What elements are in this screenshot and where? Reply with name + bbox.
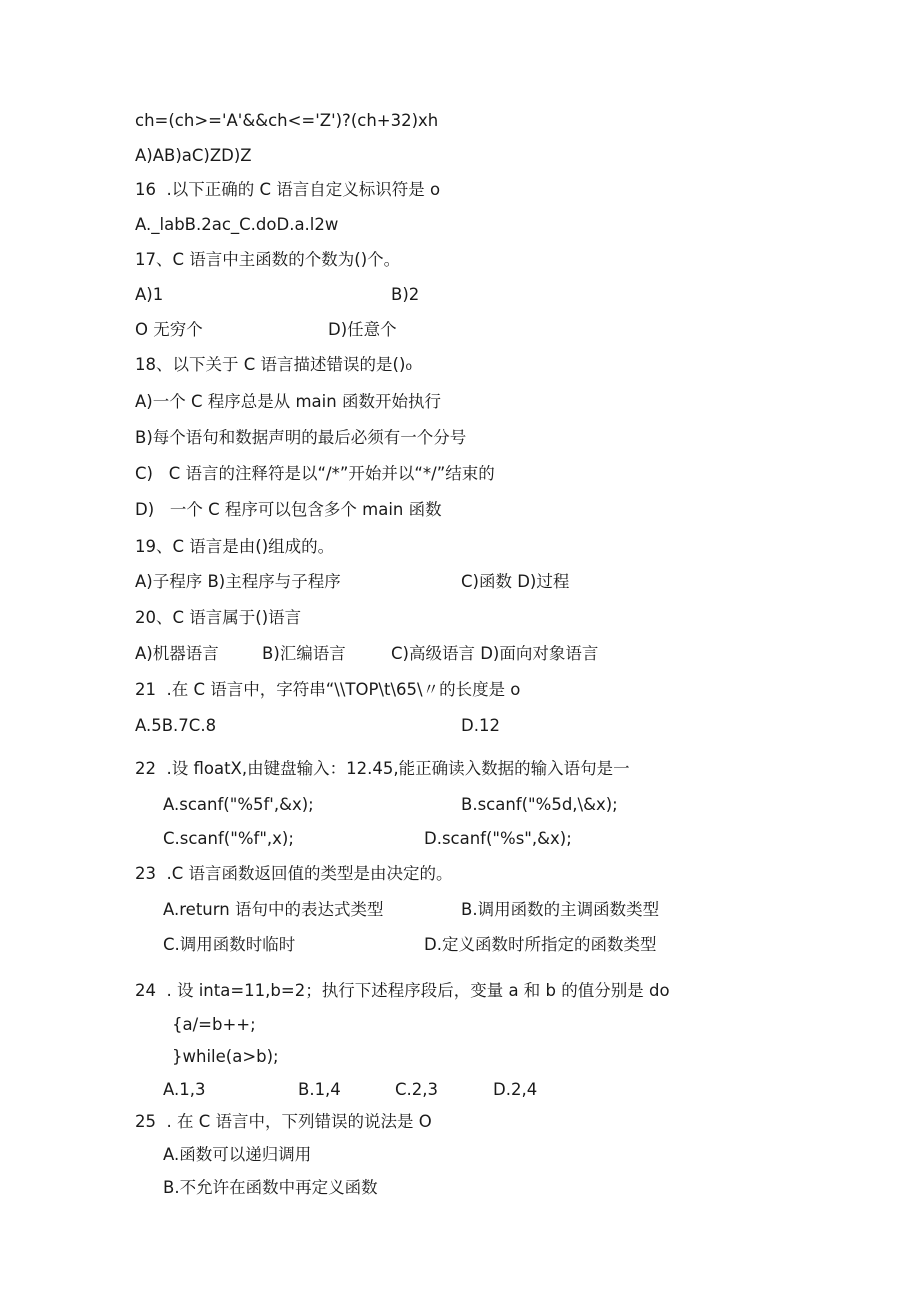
- option-b: B)汇编语言: [262, 644, 346, 663]
- option-d: D.2,4: [493, 1080, 538, 1099]
- text-line: A._labB.2ac_C.doD.a.l2w: [135, 215, 339, 234]
- option-c: C) C 语言的注释符是以“/*”开始并以“*/”结束的: [135, 464, 495, 483]
- question-22: 22 .设 floatX,由键盘输入：12.45,能正确读入数据的输入语句是一: [135, 759, 630, 778]
- question-23: 23 .C 语言函数返回值的类型是由决定的。: [135, 864, 453, 883]
- option-b: B.不允许在函数中再定义函数: [163, 1178, 378, 1197]
- question-17: 17、C 语言中主函数的个数为()个。: [135, 250, 401, 269]
- code-line: }while(a>b);: [172, 1047, 279, 1066]
- question-20: 20、C 语言属于()语言: [135, 608, 302, 627]
- option-c: C.scanf("%f",x);: [163, 829, 294, 848]
- text-line: ch=(ch>='A'&&ch<='Z')?(ch+32)xh: [135, 111, 439, 130]
- option-ab: A)子程序 B)主程序与子程序: [135, 572, 341, 591]
- option-a: A.函数可以递归调用: [163, 1145, 312, 1164]
- code-line: {a/=b++;: [172, 1015, 256, 1034]
- option-b: B.scanf("%5d,\&x);: [461, 795, 618, 814]
- question-25: 25 . 在 C 语言中，下列错误的说法是 O: [135, 1112, 432, 1131]
- text-line: A)AB)aC)ZD)Z: [135, 146, 252, 165]
- question-21: 21 .在 C 语言中，字符串“\\TOP\t\65\〃的长度是 o: [135, 680, 521, 699]
- option-d: D.定义函数时所指定的函数类型: [424, 935, 657, 954]
- option-cd: C)高级语言 D)面向对象语言: [391, 644, 599, 663]
- option-c: C.调用函数时临时: [163, 935, 296, 954]
- option-d: D.scanf("%s",&x);: [424, 829, 572, 848]
- option-b: B.1,4: [298, 1080, 341, 1099]
- option-b: B)2: [391, 285, 420, 304]
- option-a: A.1,3: [163, 1080, 206, 1099]
- option-abc: A.5B.7C.8: [135, 716, 217, 735]
- option-b: B.调用函数的主调函数类型: [461, 900, 660, 919]
- option-a: A)一个 C 程序总是从 main 函数开始执行: [135, 392, 441, 411]
- question-19: 19、C 语言是由()组成的。: [135, 537, 335, 556]
- option-cd: C)函数 D)过程: [461, 572, 570, 591]
- option-a: A.scanf("%5f',&x);: [163, 795, 314, 814]
- option-d: D) 一个 C 程序可以包含多个 main 函数: [135, 500, 442, 519]
- question-24: 24 . 设 inta=11,b=2；执行下述程序段后，变量 a 和 b 的值分别是 do: [135, 981, 670, 1000]
- question-16: 16 .以下正确的 C 语言自定义标识符是 o: [135, 180, 441, 199]
- option-c: C.2,3: [395, 1080, 439, 1099]
- option-a: A)1: [135, 285, 164, 304]
- question-18: 18、以下关于 C 语言描述错误的是()₀: [135, 355, 412, 374]
- option-d: D.12: [461, 716, 500, 735]
- option-a: A)机器语言: [135, 644, 219, 663]
- option-c: O 无穷个: [135, 320, 203, 339]
- option-b: B)每个语句和数据声明的最后必须有一个分号: [135, 428, 467, 447]
- option-a: A.return 语句中的表达式类型: [163, 900, 384, 919]
- option-d: D)任意个: [328, 320, 397, 339]
